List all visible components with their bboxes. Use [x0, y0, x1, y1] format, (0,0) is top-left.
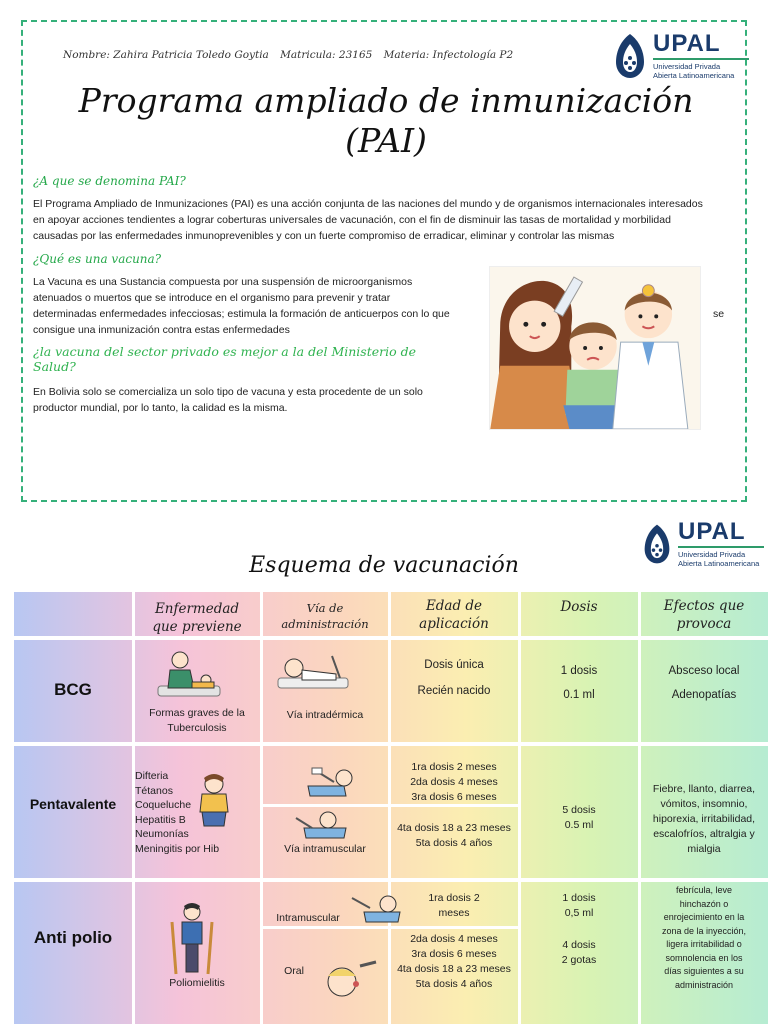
bcg-patient-illustration: [154, 648, 224, 704]
subject: Materia: Infectología P2: [383, 49, 514, 61]
logo-line2: Abierta Latinoamericana: [653, 71, 735, 80]
polio-disease: Poliomielitis: [169, 977, 225, 989]
answer-privado-line: productor mundial, por lo tanto, la calidad es la misma.: [33, 402, 288, 414]
answer-pai-line: El Programa Ampliado de Inmunizaciones (PAI) es una acción conjunta de las naciones del mundo y de organismos internacionales interesados: [33, 198, 703, 210]
vaccination-illustration: [489, 266, 701, 430]
answer-vacuna-line: La Vacuna es una Sustancia compuesta por una suspensión de microorganismos: [33, 276, 413, 288]
header-enfermedad: Enfermedad que previene: [152, 601, 242, 635]
answer-vacuna-line: consigue una inmunización contra estas enfermedades: [33, 324, 290, 336]
answer-pai: [33, 196, 745, 244]
vaccine-bcg: BCG: [54, 680, 92, 699]
penta-dose: 5 dosis 0.5 ml: [562, 804, 596, 831]
polio-ages-b: 2da dosis 4 meses 3ra dosis 6 meses 4ta dosis 18 a 23 meses 5ta dosis 4 años: [397, 933, 511, 990]
bcg-age-1: Dosis única: [424, 659, 484, 671]
vaccine-anti-polio: Anti polio: [33, 928, 113, 947]
answer-vacuna: [33, 274, 483, 338]
polio-dose-b: 4 dosis 2 gotas: [561, 939, 597, 966]
logo-name: UPAL: [678, 518, 746, 545]
bcg-route: Vía intradérmica: [286, 709, 364, 721]
penta-diseases: Difteria Tétanos Coqueluche Hepatitis B Neumonías Meningitis por Hib: [135, 770, 220, 855]
header-dosis: Dosis: [560, 599, 598, 615]
bcg-effect-2: Adenopatías: [671, 689, 737, 701]
intradermal-injection-illustration: [276, 652, 356, 692]
penta-effects: Fiebre, llanto, diarrea, vómitos, insomnio, hiporexia, irritabilidad, escalofríos, altralgia y mialgia: [652, 783, 756, 855]
student-id: Matricula: 23165: [280, 49, 373, 61]
answer-privado-line: En Bolivia solo se comercializa un solo tipo de vacuna y esta procedente de un solo: [33, 386, 423, 398]
student-info: [63, 49, 521, 61]
logo-line1: Universidad Privada: [678, 550, 746, 559]
question-pai: ¿A que se denomina PAI?: [33, 174, 186, 188]
question-privado-line: ¿la vacuna del sector privado es mejor a la del Ministerio de: [33, 344, 416, 359]
bcg-dose-1: 1 dosis: [560, 665, 598, 677]
bcg-effect-1: Absceso local: [668, 665, 740, 677]
polio-child-crutches-illustration: [164, 902, 220, 976]
vaccine-pentavalente: Pentavalente: [29, 796, 117, 812]
question-privado-line: Salud?: [33, 359, 76, 374]
page-title-abbrev: (PAI): [345, 121, 427, 160]
header-via: Vía de administración: [281, 601, 369, 631]
question-vacuna: ¿Qué es una vacuna?: [33, 252, 162, 266]
oral-drops-illustration: [320, 960, 382, 1000]
polio-ages-a: 1ra dosis 2 meses: [428, 892, 480, 919]
header-efectos: Efectos que provoca: [663, 598, 745, 632]
answer-pai-line: causadas por las enfermedades inmunoprevenibles y con un fuerte compromiso de erradicar, eliminar y controlar las mismas: [33, 230, 615, 242]
logo-line2: Abierta Latinoamericana: [678, 559, 760, 568]
polio-dose-a: 1 dosis 0,5 ml: [562, 892, 596, 919]
question-privado: [33, 344, 416, 374]
answer-vacuna-line: atenuados o muertos que se introduce en el organismo para prevenir y tratar: [33, 292, 391, 304]
logo-line1: Universidad Privada: [653, 62, 721, 71]
polio-effects: febrícula, leve hinchazón o enrojecimiento en la zona de la inyección, ligera irritabilidad o somnolencia en los días siguientes a su administración: [661, 885, 747, 990]
page-title: Programa ampliado de inmunización: [78, 81, 694, 120]
answer-vacuna-line: determinadas enfermedades infecciosas; estimula la formación de anticuerpos con lo que: [33, 308, 450, 320]
upal-logo: [613, 32, 749, 80]
vaccination-schedule-table: [14, 592, 768, 1024]
arm-injection-illustration: [290, 810, 354, 842]
header-edad: Edad de aplicación: [419, 598, 489, 632]
answer-privado: [33, 384, 483, 416]
bcg-disease: Formas graves de la Tuberculosis: [149, 707, 245, 734]
baby-injection-illustration: [298, 766, 360, 802]
answer-pai-line: en apoyar acciones tendientes a lograr coberturas universales de vacunación, con el fin de disminuir las tasas de mortalidad y morbilidad: [33, 214, 671, 226]
logo-name: UPAL: [653, 30, 721, 57]
document-card: [21, 20, 747, 502]
upal-emblem-icon: [613, 32, 647, 80]
penta-ages-a: 1ra dosis 2 meses 2da dosis 4 meses 3ra dosis 6 meses: [410, 761, 498, 803]
bcg-age-2: Recién nacido: [417, 685, 491, 697]
penta-route: Vía intramuscular: [284, 843, 366, 855]
penta-ages-b: 4ta dosis 18 a 23 meses 5ta dosis 4 años: [397, 822, 511, 849]
sick-child-illustration: [192, 772, 236, 828]
polio-route-oral: Oral: [284, 965, 304, 977]
student-name: Nombre: Zahira Patricia Toledo Goytia: [63, 49, 269, 61]
answer-vacuna-tail: se: [713, 308, 725, 320]
schedule-title: Esquema de vacunación: [249, 553, 519, 578]
polio-route-im: Intramuscular: [276, 912, 340, 924]
bcg-dose-2: 0.1 ml: [563, 689, 595, 701]
